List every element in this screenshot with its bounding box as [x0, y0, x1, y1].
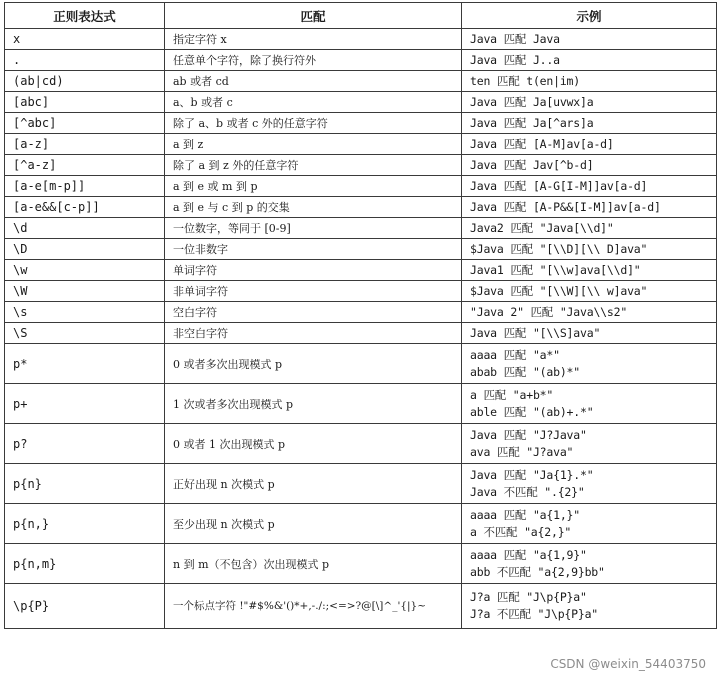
table-row [5, 218, 717, 239]
match-description-cell: 空白字符 [165, 302, 462, 323]
match-description-cell: 指定字符 x [165, 29, 462, 50]
example-line: Java 匹配 "J?Java" [470, 427, 587, 442]
regex-pattern-cell: [^a-z] [5, 155, 165, 176]
regex-pattern-cell: p{n,m} [5, 544, 165, 584]
example-line: Java 匹配 "Ja{1}.*" [470, 467, 594, 482]
table-row [5, 424, 717, 464]
regex-pattern-cell: p{n,} [5, 504, 165, 544]
regex-pattern-cell: [a-e[m-p]] [5, 176, 165, 197]
example-line: J?a 不匹配 "J\p{P}a" [470, 607, 599, 621]
match-description-cell: 非单词字符 [165, 281, 462, 302]
example-line: J?a 匹配 "J\p{P}a" [470, 590, 587, 604]
header-match: 匹配 [165, 3, 462, 29]
match-description-cell: 0 或者 1 次出现模式 p [165, 424, 462, 464]
example-line: Java 匹配 "[\\S]ava" [470, 325, 601, 340]
match-description-cell: 非空白字符 [165, 323, 462, 344]
example-line: "Java 2" 匹配 "Java\\s2" [470, 304, 628, 319]
regex-pattern-cell: p{n} [5, 464, 165, 504]
example-cell [462, 50, 717, 71]
example-cell [462, 464, 717, 504]
example-line: Java 匹配 [A-M]av[a-d] [470, 136, 614, 151]
example-cell [462, 584, 717, 629]
match-description-cell: ab 或者 cd [165, 71, 462, 92]
table-row [5, 384, 717, 424]
example-cell [462, 344, 717, 384]
example-line: Java 匹配 J..a [470, 52, 560, 67]
table-row [5, 239, 717, 260]
example-cell [462, 260, 717, 281]
example-cell [462, 71, 717, 92]
table-header-row [5, 3, 717, 29]
example-line: aaaa 匹配 "a{1,9}" [470, 547, 587, 562]
example-line: Java 匹配 Ja[^ars]a [470, 115, 594, 130]
example-cell [462, 197, 717, 218]
match-description-cell: 单词字符 [165, 260, 462, 281]
example-cell [462, 302, 717, 323]
match-description-text: 一个标点字符 !"#$%&'()*+,-./:;<=>?@[\]^_'{|}~ [173, 599, 427, 612]
regex-pattern-cell: p* [5, 344, 165, 384]
regex-pattern-cell: [abc] [5, 92, 165, 113]
table-row [5, 176, 717, 197]
example-line: abb 不匹配 "a{2,9}bb" [470, 564, 605, 579]
example-line: a 匹配 "a+b*" [470, 387, 554, 402]
example-line: aaaa 匹配 "a{1,}" [470, 507, 581, 522]
example-cell [462, 134, 717, 155]
regex-reference-table-container [4, 2, 716, 629]
regex-pattern-cell: x [5, 29, 165, 50]
match-description-cell: n 到 m（不包含）次出现模式 p [165, 544, 462, 584]
example-line: abab 匹配 "(ab)*" [470, 364, 581, 379]
table-row [5, 544, 717, 584]
example-cell [462, 323, 717, 344]
example-cell [462, 544, 717, 584]
regex-pattern-cell: \S [5, 323, 165, 344]
table-row [5, 92, 717, 113]
match-description-cell: 除了 a 到 z 外的任意字符 [165, 155, 462, 176]
match-description-cell [165, 584, 462, 629]
match-description-cell: a 到 z [165, 134, 462, 155]
example-cell [462, 424, 717, 464]
example-line: Java 匹配 [A-G[I-M]]av[a-d] [470, 178, 648, 193]
table-row [5, 302, 717, 323]
table-row [5, 50, 717, 71]
match-description-cell: 1 次或者多次出现模式 p [165, 384, 462, 424]
regex-pattern-cell: \p{P} [5, 584, 165, 629]
example-line: ava 匹配 "J?ava" [470, 444, 574, 459]
example-cell [462, 155, 717, 176]
example-line: Java2 匹配 "Java[\\d]" [470, 220, 614, 235]
match-description-cell: 正好出现 n 次模式 p [165, 464, 462, 504]
example-line: ten 匹配 t(en|im) [470, 73, 581, 88]
example-cell [462, 113, 717, 134]
table-row [5, 29, 717, 50]
match-description-cell: 任意单个字符，除了换行符外 [165, 50, 462, 71]
regex-pattern-cell: \D [5, 239, 165, 260]
table-row [5, 464, 717, 504]
table-row [5, 260, 717, 281]
example-line: Java 匹配 Jav[^b-d] [470, 157, 594, 172]
example-line: Java 匹配 Java [470, 31, 560, 46]
example-line: Java 不匹配 ".{2}" [470, 484, 585, 499]
header-regex: 正则表达式 [5, 3, 165, 29]
example-line: Java1 匹配 "[\\w]ava[\\d]" [470, 262, 641, 277]
match-description-cell: 一位数字，等同于 [0-9] [165, 218, 462, 239]
table-row [5, 281, 717, 302]
match-description-cell: 至少出现 n 次模式 p [165, 504, 462, 544]
table-row [5, 71, 717, 92]
example-line: $Java 匹配 "[\\D][\\ D]ava" [470, 241, 648, 256]
example-line: a 不匹配 "a{2,}" [470, 524, 572, 539]
example-line: aaaa 匹配 "a*" [470, 347, 560, 362]
match-description-cell: 一位非数字 [165, 239, 462, 260]
regex-pattern-cell: [^abc] [5, 113, 165, 134]
match-description-cell: a、b 或者 c [165, 92, 462, 113]
regex-pattern-cell: \d [5, 218, 165, 239]
regex-pattern-cell: \w [5, 260, 165, 281]
table-row [5, 323, 717, 344]
match-description-cell: a 到 e 与 c 到 p 的交集 [165, 197, 462, 218]
table-row [5, 584, 717, 629]
example-line: Java 匹配 [A-P&&[I-M]]av[a-d] [470, 199, 661, 214]
regex-pattern-cell: (ab|cd) [5, 71, 165, 92]
regex-pattern-cell: . [5, 50, 165, 71]
regex-reference-table [4, 2, 717, 629]
match-description-cell: 除了 a、b 或者 c 外的任意字符 [165, 113, 462, 134]
example-cell [462, 384, 717, 424]
header-example: 示例 [462, 3, 717, 29]
table-row [5, 113, 717, 134]
match-description-cell: a 到 e 或 m 到 p [165, 176, 462, 197]
table-row [5, 344, 717, 384]
regex-pattern-cell: \W [5, 281, 165, 302]
example-line: $Java 匹配 "[\\W][\\ w]ava" [470, 283, 648, 298]
regex-pattern-cell: p? [5, 424, 165, 464]
example-line: Java 匹配 Ja[uvwx]a [470, 94, 594, 109]
watermark: CSDN @weixin_54403750 [550, 657, 706, 671]
example-cell [462, 29, 717, 50]
example-cell [462, 504, 717, 544]
example-cell [462, 218, 717, 239]
example-cell [462, 92, 717, 113]
match-description-cell: 0 或者多次出现模式 p [165, 344, 462, 384]
table-row [5, 134, 717, 155]
regex-pattern-cell: [a-z] [5, 134, 165, 155]
regex-pattern-cell: p+ [5, 384, 165, 424]
example-line: able 匹配 "(ab)+.*" [470, 404, 594, 419]
example-cell [462, 239, 717, 260]
example-cell [462, 281, 717, 302]
table-row [5, 155, 717, 176]
regex-pattern-cell: \s [5, 302, 165, 323]
table-body [5, 29, 717, 629]
example-cell [462, 176, 717, 197]
table-row [5, 504, 717, 544]
table-row [5, 197, 717, 218]
regex-pattern-cell: [a-e&&[c-p]] [5, 197, 165, 218]
